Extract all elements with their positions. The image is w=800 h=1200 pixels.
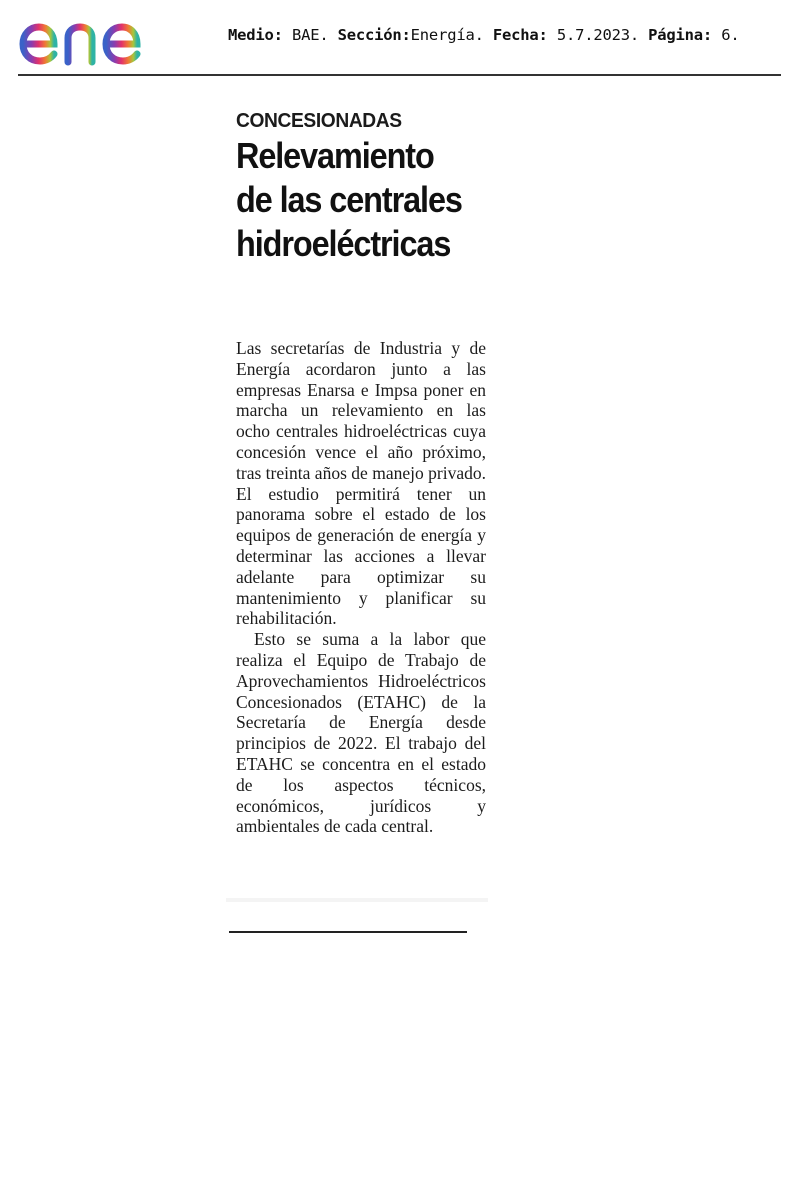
document-header bbox=[0, 0, 800, 76]
fecha-value: 5.7.2023. bbox=[556, 26, 639, 44]
article-body bbox=[236, 338, 486, 837]
newspaper-clipping bbox=[226, 100, 488, 902]
fecha-label: Fecha: bbox=[492, 26, 548, 44]
headline-line: hidroeléctricas bbox=[236, 223, 451, 264]
article-headline bbox=[236, 134, 472, 266]
pagina-label: Página: bbox=[648, 26, 713, 44]
seccion-label: Sección: bbox=[337, 26, 411, 44]
article-kicker: CONCESIONADAS bbox=[236, 110, 402, 132]
header-divider bbox=[18, 74, 781, 76]
enel-logo bbox=[16, 6, 182, 66]
pagina-value: 6. bbox=[721, 26, 740, 44]
medio-label: Medio: bbox=[228, 26, 283, 44]
medio-value: BAE. bbox=[291, 26, 329, 44]
headline-line: de las centrales bbox=[236, 179, 462, 220]
article-paragraph: Esto se suma a la labor que realiza el Equipo de Trabajo de Aprovechamientos Hidroeléctricos Concesionados (ETAHC) de la Secretaría de Energía desde principios de 2022. El trabajo del ETAHC se concentra en el estado de los aspectos técnicos, económicos, jurídicos y ambientales de cada central. bbox=[236, 629, 486, 837]
document-meta bbox=[228, 26, 739, 44]
footer-divider bbox=[229, 931, 467, 933]
article-paragraph: Las secretarías de Industria y de Energía acordaron junto a las empresas Enarsa e Impsa poner en marcha un relevamiento en las ocho centrales hidroeléctricas cuya concesión vence el año próximo, tras treinta años de manejo privado. El estudio permitirá tener un panorama sobre el estado de los equipos de generación de energía y determinar las acciones a llevar adelante para optimizar su mantenimiento y planificar su rehabilitación. bbox=[236, 338, 486, 629]
seccion-value: Energía. bbox=[410, 26, 484, 44]
clipping-edge bbox=[226, 898, 488, 902]
logo-text: enel bbox=[16, 6, 19, 7]
headline-line: Relevamiento bbox=[236, 135, 434, 176]
